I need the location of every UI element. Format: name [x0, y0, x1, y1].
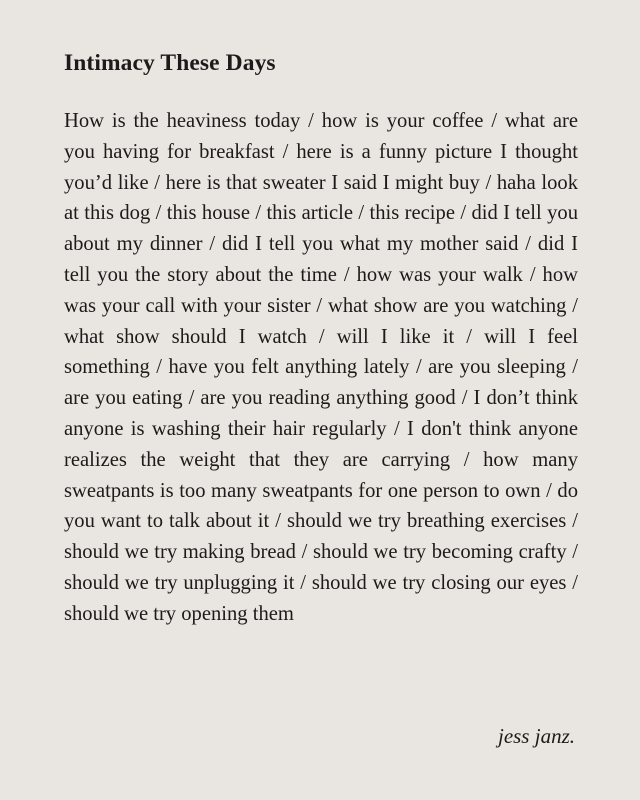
- poem-body: How is the heaviness today / how is your coffee / what are you having for breakfast / here is a funny picture I thought you’d like / here is that sweater I said I might buy / haha look at this dog / this house / this article / this recipe / did I tell you about my dinner / did I tell you what my mother said / did I tell you the story about the time / how was your walk / how was your call with your sister / what show are you watching / what show should I watch / will I like it / will I feel something / have you felt anything lately / are you sleeping / are you eating / are you reading anything good / I don’t think anyone is washing their hair regularly / I don't think anyone realizes the weight that they are carrying / how many sweatpants is too many sweatpants for one person to own / do you want to talk about it / should we try breathing exercises / should we try making bread / should we try becoming crafty / should we try unplugging it / should we try closing our eyes / should we try opening them: [64, 110, 578, 625]
- author-signature: jess janz.: [497, 724, 575, 748]
- poem-title: Intimacy These Days: [64, 50, 276, 76]
